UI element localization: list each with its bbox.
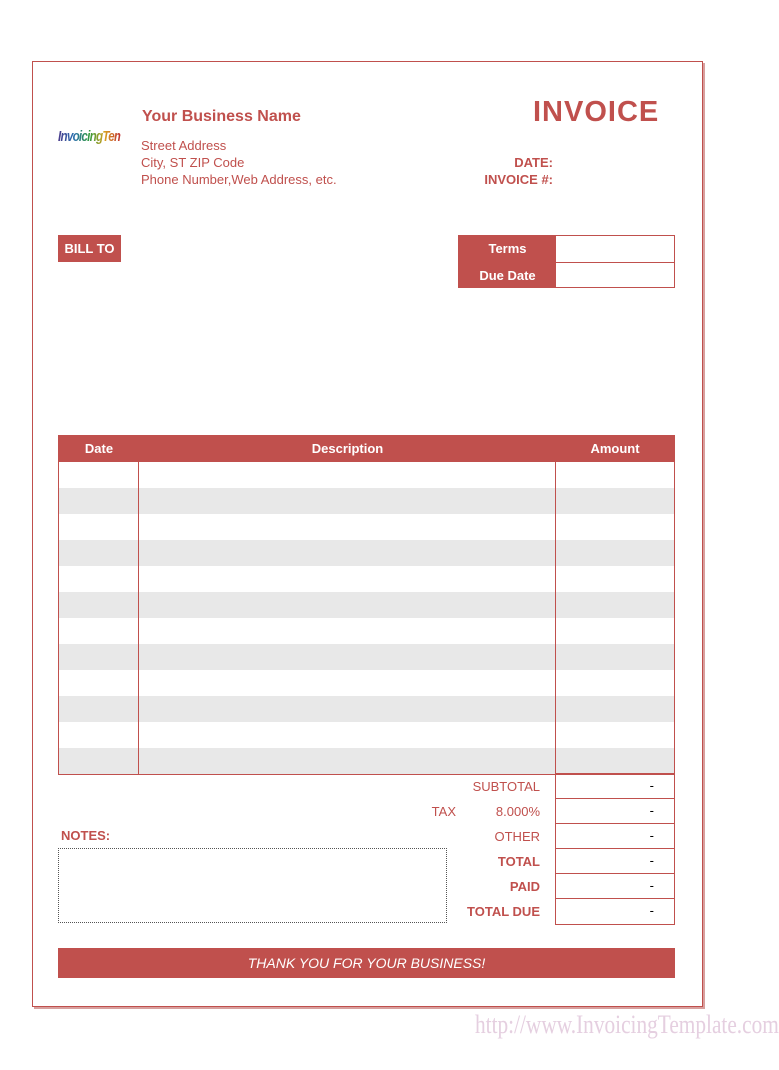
tax-value[interactable]: - xyxy=(556,799,674,824)
line-items-table xyxy=(58,435,675,775)
business-name: Your Business Name xyxy=(142,108,301,125)
amount-cell[interactable] xyxy=(556,514,674,540)
date-cell[interactable] xyxy=(59,618,139,644)
amount-cell[interactable] xyxy=(556,748,674,774)
description-cell[interactable] xyxy=(139,514,556,540)
description-cell[interactable] xyxy=(139,540,556,566)
other-value[interactable]: - xyxy=(556,824,674,849)
table-row xyxy=(59,644,674,670)
company-logo: InvoicingTemplates xyxy=(58,128,120,156)
column-header-amount: Amount xyxy=(590,441,640,456)
notes-field[interactable] xyxy=(58,848,447,923)
terms-label: Terms xyxy=(459,236,556,262)
description-cell[interactable] xyxy=(139,670,556,696)
total-due-label: TOTAL DUE xyxy=(467,904,540,919)
invoice-number-label: INVOICE #: xyxy=(484,172,553,187)
bill-to-label: BILL TO xyxy=(58,235,121,262)
date-cell[interactable] xyxy=(59,670,139,696)
description-cell[interactable] xyxy=(139,748,556,774)
date-cell[interactable] xyxy=(59,540,139,566)
subtotal-label: SUBTOTAL xyxy=(472,779,540,794)
subtotal-value[interactable]: - xyxy=(556,774,674,799)
description-cell[interactable] xyxy=(139,722,556,748)
terms-value-cell[interactable] xyxy=(556,236,674,262)
terms-box xyxy=(458,235,675,288)
date-cell[interactable] xyxy=(59,644,139,670)
table-row xyxy=(59,488,674,514)
due-date-label: Due Date xyxy=(459,263,556,288)
table-body xyxy=(59,462,674,774)
table-row xyxy=(59,670,674,696)
description-cell[interactable] xyxy=(139,488,556,514)
description-cell[interactable] xyxy=(139,618,556,644)
invoice-title: INVOICE xyxy=(533,96,660,128)
tax-label: TAX xyxy=(431,804,456,819)
totals-box xyxy=(555,773,675,925)
description-cell[interactable] xyxy=(139,644,556,670)
amount-cell[interactable] xyxy=(556,644,674,670)
street-address: Street Address xyxy=(141,138,227,153)
total-value[interactable]: - xyxy=(556,849,674,874)
date-cell[interactable] xyxy=(59,488,139,514)
watermark: http://www.InvoicingTemplate.com xyxy=(475,1010,779,1039)
amount-cell[interactable] xyxy=(556,618,674,644)
total-due-value[interactable]: - xyxy=(649,903,654,918)
other-label: OTHER xyxy=(494,829,540,844)
contact-info: Phone Number,Web Address, etc. xyxy=(141,172,337,187)
due-date-value-cell[interactable] xyxy=(556,263,674,288)
description-cell[interactable] xyxy=(139,462,556,488)
table-row xyxy=(59,748,674,774)
date-cell[interactable] xyxy=(59,592,139,618)
description-cell[interactable] xyxy=(139,566,556,592)
thank-you-banner: THANK YOU FOR YOUR BUSINESS! xyxy=(58,948,675,978)
amount-cell[interactable] xyxy=(556,462,674,488)
table-row xyxy=(59,618,674,644)
table-row xyxy=(59,462,674,488)
date-cell[interactable] xyxy=(59,566,139,592)
amount-cell[interactable] xyxy=(556,488,674,514)
description-cell[interactable] xyxy=(139,696,556,722)
column-header-date: Date xyxy=(84,441,114,456)
amount-cell[interactable] xyxy=(556,670,674,696)
date-cell[interactable] xyxy=(59,722,139,748)
table-row xyxy=(59,592,674,618)
tax-rate: 8.000% xyxy=(495,804,540,819)
table-row xyxy=(59,722,674,748)
notes-label: NOTES: xyxy=(61,828,111,843)
paid-label: PAID xyxy=(509,879,540,894)
amount-cell[interactable] xyxy=(556,696,674,722)
date-cell[interactable] xyxy=(59,462,139,488)
table-row xyxy=(59,540,674,566)
date-cell[interactable] xyxy=(59,748,139,774)
total-label: TOTAL xyxy=(497,854,540,869)
date-cell[interactable] xyxy=(59,696,139,722)
table-row xyxy=(59,566,674,592)
amount-cell[interactable] xyxy=(556,722,674,748)
amount-cell[interactable] xyxy=(556,592,674,618)
table-row xyxy=(59,696,674,722)
column-header-description: Description xyxy=(311,441,384,456)
table-header xyxy=(59,436,674,462)
paid-value[interactable]: - xyxy=(556,874,674,899)
date-label: DATE: xyxy=(514,155,553,170)
amount-cell[interactable] xyxy=(556,540,674,566)
city-state-zip: City, ST ZIP Code xyxy=(141,155,245,170)
date-cell[interactable] xyxy=(59,514,139,540)
table-row xyxy=(59,514,674,540)
amount-cell[interactable] xyxy=(556,566,674,592)
description-cell[interactable] xyxy=(139,592,556,618)
